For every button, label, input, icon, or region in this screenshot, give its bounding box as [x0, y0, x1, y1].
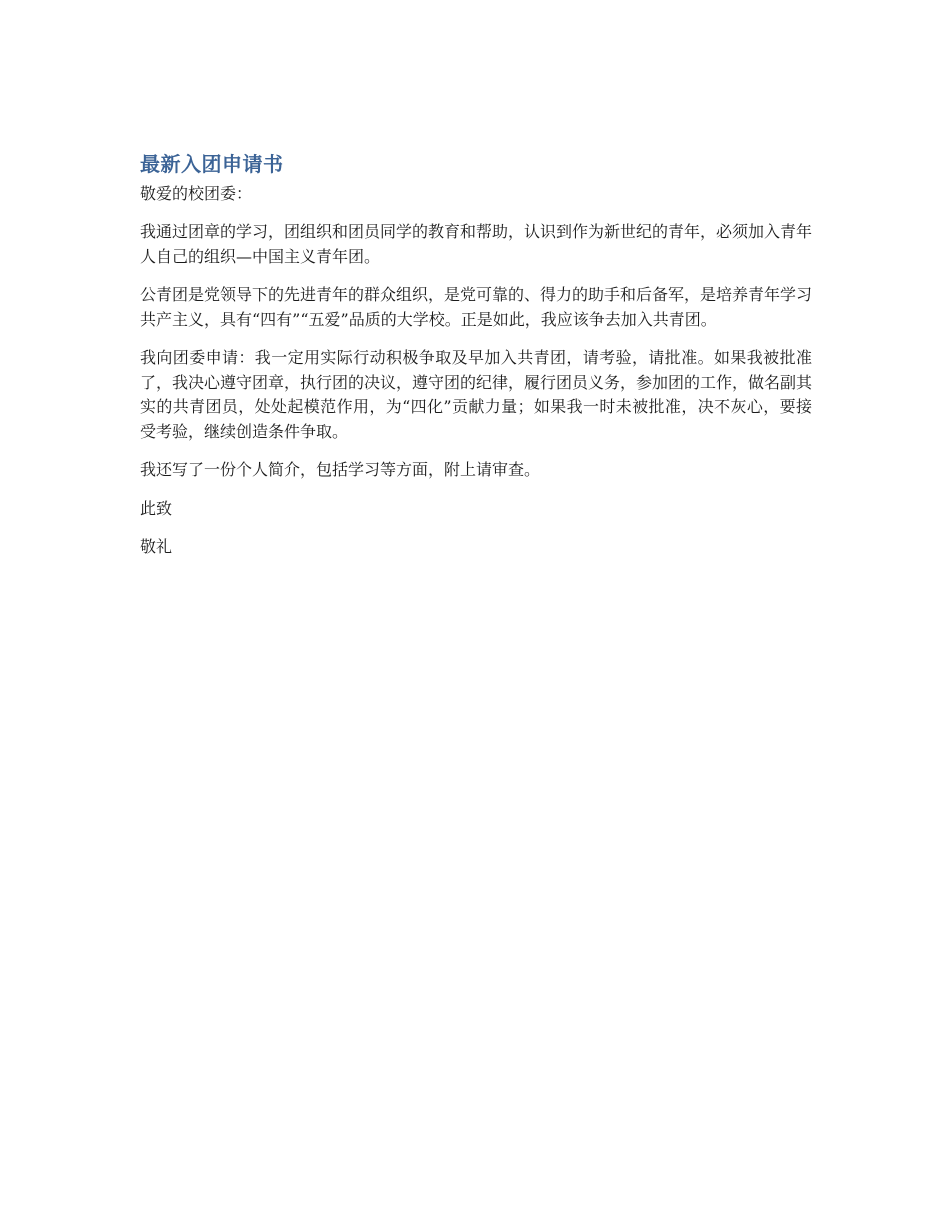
salutation: 敬爱的校团委： [140, 184, 253, 203]
paragraph-3: 我向团委申请：我一定用实际行动积极争取及早加入共青团，请考验，请批准。如果我被批准了，我决心遵守团章，执行团的决议，遵守团的纪律，履行团员义务，参加团的工作，做名副其实的共青团员，处处起模范作用，为“四化”贡献力量；如果我一时未被批准，决不灰心，要接受考验，继续创造条件争取。 [140, 348, 813, 441]
document-body [140, 150, 812, 573]
paragraph-2: 公青团是党领导下的先进青年的群众组织，是党可靠的、得力的助手和后备军，是培养青年学习共产主义，具有“四有”“五爱”品质的大学校。正是如此，我应该争去加入共青团。 [140, 285, 813, 329]
closing-salute: 敬礼 [140, 536, 173, 556]
document-title: 最新入团申请书 [140, 152, 284, 176]
closing-greeting: 此致 [140, 498, 173, 518]
paragraph-1: 我通过团章的学习，团组织和团员同学的教育和帮助，认识到作为新世纪的青年，必须加入青年人自己的组织—中国主义青年团。 [140, 222, 813, 266]
paragraph-4: 我还写了一份个人简介，包括学习等方面，附上请审查。 [140, 460, 541, 479]
